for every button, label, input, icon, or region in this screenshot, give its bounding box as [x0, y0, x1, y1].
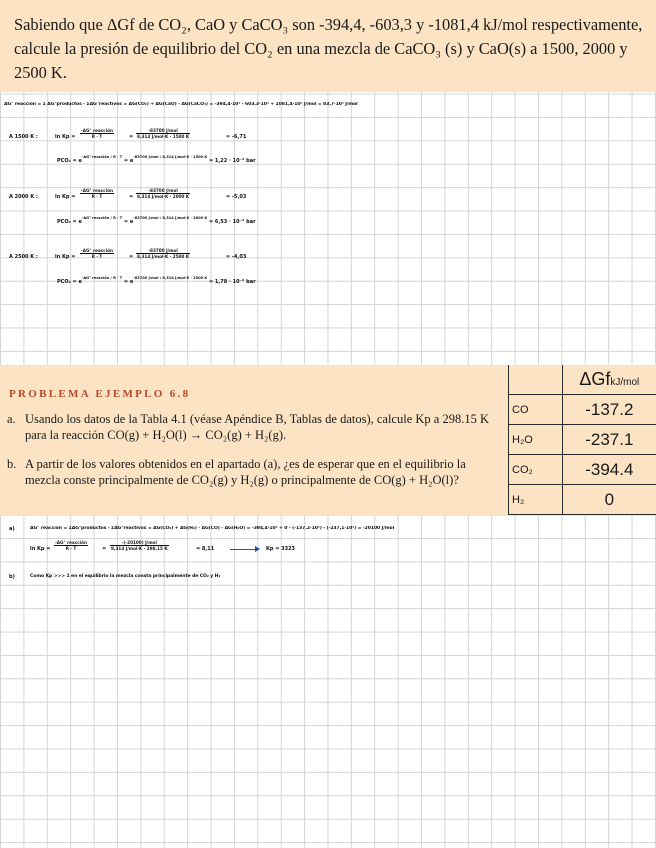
note-a-result: = 8,11 — [196, 546, 215, 552]
t2000-frac1-num: -ΔG° reacción — [81, 188, 113, 193]
table-row — [509, 455, 656, 485]
t2000-fraction-2 — [136, 188, 190, 199]
t1500-frac2-num: -83700 J/mol — [136, 128, 190, 134]
equals-sign-2500: = — [129, 254, 134, 260]
t2500-pco2-mid: = e — [123, 279, 134, 285]
table-header-blank — [509, 365, 563, 395]
note-a-fraction-1 — [54, 540, 88, 551]
value-cell: 0 — [562, 485, 656, 515]
t2500-frac2-den: 8,314 J/mol·K · 2500 K — [137, 254, 190, 259]
t1500-frac1-den: R · T — [91, 134, 103, 139]
table-header-unit: kJ/mol — [610, 377, 640, 388]
question-a-letter: a. — [7, 412, 16, 426]
note-a-fraction-2 — [110, 540, 169, 551]
value-cell: -237.1 — [562, 425, 656, 455]
t2000-pco2-exp2: -83700 J/mol / 8,314 J/mol·K · 2000 K — [133, 216, 208, 220]
value-cell: -394.4 — [562, 455, 656, 485]
t2500-pco2-label: PCO₂ = e — [57, 279, 82, 285]
t2500-pco2-result: = 1,78 · 10⁻² bar — [208, 279, 256, 285]
t2500-lnkp: ln Kp = — [55, 254, 76, 260]
t2000-label: A 2000 K : — [9, 194, 38, 200]
t1500-lnkp: ln Kp = — [55, 134, 76, 140]
note-b-label: b) — [9, 574, 15, 580]
table-row — [509, 425, 656, 455]
table-header-symbol: ΔGf — [579, 369, 611, 389]
t2000-lnkp-result: = -5,03 — [226, 194, 247, 200]
problem-1-statement: Sabiendo que ΔGf de CO₂, CaO y CaCO₃ son -394,4, -603,3 y -1081,4 kJ/mol respectivamente, calcule la presión de equilibrio del CO₂ en una mezcla de CaCO₃ (s) y CaO(s) a 1500, 2000 y 2500 K. — [14, 15, 643, 82]
t2500-label: A 2500 K : — [9, 254, 38, 260]
species-cell: CO — [509, 395, 563, 425]
question-b — [7, 456, 503, 488]
equals-sign-kp: = — [102, 546, 107, 552]
t2500-frac1-num: -ΔG° reacción — [81, 248, 113, 253]
problem-1-band — [0, 0, 656, 92]
t1500-fraction-1 — [80, 128, 114, 139]
t1500-pco2-label: PCO₂ = e — [57, 158, 82, 164]
t2500-pco2-exp1: -ΔG° reacción / R · T — [81, 276, 123, 280]
note-a-frac1-num: -ΔG° reacción — [55, 540, 87, 545]
table-row — [509, 485, 656, 515]
question-a-text: Usando los datos de la Tabla 4.1 (véase Apéndice B, Tablas de datos), calcule Kp a 298.15 K para la reacción CO(g) + H₂O(l) → CO₂(g) + H₂(g). — [25, 412, 489, 442]
t2500-fraction-1 — [80, 248, 114, 259]
t2000-pco2 — [57, 216, 256, 225]
t1500-frac2-den: 8,314 J/mol·K · 1500 K — [137, 134, 190, 139]
equals-sign-1500: = — [129, 134, 134, 140]
table-header — [562, 365, 656, 395]
note-a-frac2-num: -(-20100) J/mol — [110, 540, 169, 546]
species-cell: CO₂ — [509, 455, 563, 485]
t1500-pco2-mid: = e — [123, 158, 134, 164]
note-kp-result: Kp = 3323 — [266, 546, 296, 552]
t2000-lnkp: ln Kp = — [55, 194, 76, 200]
t2000-frac2-den: 8,314 J/mol·K · 2000 K — [137, 194, 190, 199]
t1500-frac1-num: -ΔG° reacción — [81, 128, 113, 133]
t2500-frac2-num: -83700 J/mol — [136, 248, 190, 254]
t2000-pco2-exp1: -ΔG° reacción / R · T — [81, 216, 123, 220]
note-a-frac2-den: 8,314 J/mol·K · 298,15 K — [111, 546, 168, 551]
t1500-pco2 — [57, 155, 256, 164]
equals-sign-2000: = — [129, 194, 134, 200]
value-cell: -137.2 — [562, 395, 656, 425]
reaction-gibbs-note: ΔG° reacción = Σ ΔG°productos - ΣΔG°reactivos = ΔG(CO₂) + ΔG(CaO) - ΔG(CaCO₃) = -394,4·10³ - 603,3·10³ + 1081,4·10³ J/mol = 83,7·10³ J/mol — [4, 102, 358, 107]
t2000-fraction-1 — [80, 188, 114, 199]
species-cell: H₂ — [509, 485, 563, 515]
t1500-lnkp-result: = -6,71 — [226, 134, 247, 140]
t2000-pco2-label: PCO₂ = e — [57, 219, 82, 225]
t1500-pco2-exp2: -83700 J/mol / 8,314 J/mol·K · 1500 K — [133, 155, 208, 159]
question-b-text: A partir de los valores obtenidos en el apartado (a), ¿es de esperar que en el equilibrio la mezcla conste principalmente de CO₂(g) y H₂(g) o principalmente de CO(g) + H₂O(l)? — [25, 457, 466, 487]
table-row — [509, 395, 656, 425]
problem-2-heading: PROBLEMA EJEMPLO 6.8 — [9, 388, 191, 400]
t1500-fraction-2 — [136, 128, 190, 139]
note-b-line: Como Kp >>> 1 en el equilibrio la mezcla consta principalmente de CO₂ y H₂ — [30, 574, 221, 579]
gibbs-energy-table — [508, 365, 656, 515]
note-a-lnkp: ln Kp = — [30, 546, 51, 552]
note-a-frac1-den: R · T — [65, 546, 77, 551]
t2500-pco2 — [57, 276, 256, 285]
t1500-pco2-result: = 1,22 · 10⁻³ bar — [208, 158, 256, 164]
t2500-frac1-den: R · T — [91, 254, 103, 259]
t2500-lnkp-result: = -4,03 — [226, 254, 247, 260]
t2000-frac1-den: R · T — [91, 194, 103, 199]
t1500-pco2-exp1: -ΔG° reacción / R · T — [81, 155, 123, 159]
question-b-letter: b. — [7, 457, 17, 471]
t2000-pco2-result: = 6,53 · 10⁻³ bar — [208, 219, 256, 225]
note-a-label: a) — [9, 526, 15, 532]
t2500-fraction-2 — [136, 248, 190, 259]
arrow-line — [230, 549, 256, 550]
t2500-pco2-exp2: -83700 J/mol / 8,314 J/mol·K · 2500 K — [133, 276, 208, 280]
note-a-line: ΔG° reacción = ΣΔG°productos - ΣΔG°reactivos = ΔG(CO₂) + ΔG(H₂) - ΔG(CO) - ΔG(H₂O) = -394,4·10³ + 0 - (-137,2·10³) - (-237,1·10³) = -20100 J/mol — [30, 526, 395, 531]
question-a — [7, 411, 503, 443]
table-header-row — [509, 365, 656, 395]
problem-2-band — [0, 365, 508, 515]
t2000-frac2-num: -83700 J/mol — [136, 188, 190, 194]
t1500-label: A 1500 K : — [9, 134, 38, 140]
arrow-right-icon — [255, 546, 260, 552]
species-cell: H₂O — [509, 425, 563, 455]
t2000-pco2-mid: = e — [123, 219, 134, 225]
